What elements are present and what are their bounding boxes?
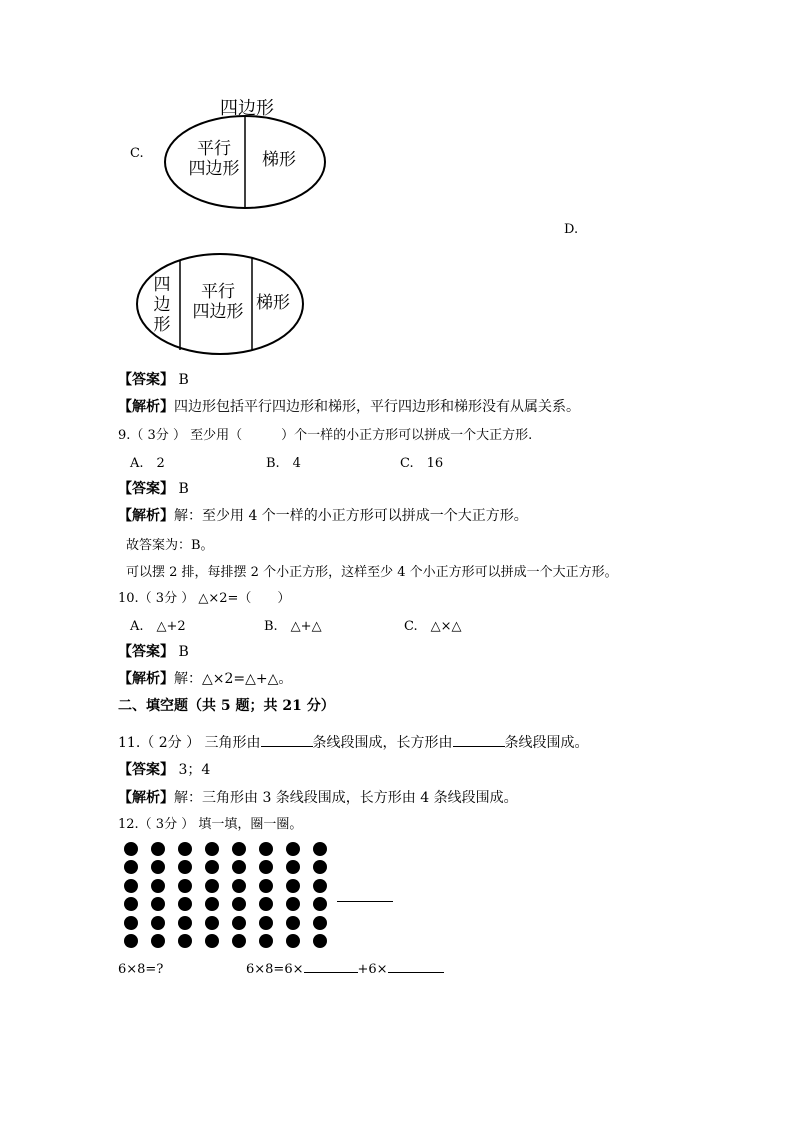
grid-dot [178,842,192,856]
q12-formula-right [246,962,444,977]
grid-dot [313,879,327,893]
grid-dot [205,860,219,874]
q10-option-a: A. △+2 [130,619,186,634]
grid-dot [286,897,300,911]
grid-dot [151,934,165,948]
analysis-text: 解：至少用 4 个一样的小正方形可以拼成一个大正方形。 [174,508,528,524]
grid-dot [205,897,219,911]
grid-dot [259,860,273,874]
grid-dot [205,934,219,948]
grid-dot [232,916,246,930]
answer-value: B [178,372,189,388]
answer-value: B [178,644,189,660]
analysis-tag: 【解析】 [118,399,174,415]
q9-option-c: C. 16 [400,456,444,471]
grid-dot [232,842,246,856]
grid-dot [151,860,165,874]
diagram-d-right-text: 梯形 [256,293,290,313]
q11-blank-2[interactable] [453,746,505,747]
q12-formula-part1: 6×8=6× [246,962,304,977]
dot-grid [124,842,334,952]
grid-dot [178,916,192,930]
grid-dot [205,879,219,893]
q8-answer-line [118,369,189,389]
grid-dot [151,897,165,911]
answer-tag: 【答案】 [118,481,174,497]
diagram-d-left-line1: 四 [153,275,171,295]
grid-dot [313,842,327,856]
grid-dot [232,860,246,874]
grid-dot [259,897,273,911]
grid-dot [124,916,138,930]
q12-formula-part2: +6× [357,962,388,977]
answer-value: 3；4 [178,762,211,778]
grid-dot [124,897,138,911]
grid-dot [313,916,327,930]
q11-stem [118,732,589,752]
diagram-c-left-line1: 平行 [197,139,231,159]
grid-dot [232,934,246,948]
q11-answer-line [118,759,210,779]
grid-dot [286,842,300,856]
diagram-d-mid-line1: 平行 [201,282,235,302]
diagram-c-title: 四边形 [220,98,274,119]
grid-dot [178,934,192,948]
diagram-c-left-line2: 四边形 [188,159,240,179]
analysis-tag: 【解析】 [118,790,174,806]
answer-tag: 【答案】 [118,644,174,660]
grid-dot [205,842,219,856]
analysis-text: 解：三角形由 3 条线段围成，长方形由 4 条线段围成。 [174,790,518,806]
q9-option-a: A. 2 [130,456,165,471]
diagram-d-mid-line2: 四边形 [192,302,244,322]
q9-analysis-line2: 故答案为：B。 [126,538,214,553]
grid-dot [286,916,300,930]
analysis-tag: 【解析】 [118,508,174,524]
section-heading: 二、填空题（共 5 题；共 21 分） [118,698,335,714]
grid-dot [259,879,273,893]
grid-dot [286,879,300,893]
grid-dot [151,879,165,893]
grid-dot [124,879,138,893]
grid-dot [178,879,192,893]
analysis-tag: 【解析】 [118,671,174,687]
q10-option-c: C. △×△ [404,619,462,634]
q10-answer-line [118,641,189,661]
q10-analysis-line [118,668,292,688]
grid-dot [286,860,300,874]
grid-dot [259,916,273,930]
q10-option-b: B. △+△ [264,619,322,634]
q12-formula-left: 6×8=? [118,962,164,977]
analysis-text: 四边形包括平行四边形和梯形，平行四边形和梯形没有从属关系。 [174,399,580,415]
answer-value: B [178,481,189,497]
diagram-d-left-line3: 形 [153,315,171,335]
q12-stem: 12.（ 3分 ） 填一填，圈一圈。 [118,817,303,832]
answer-tag: 【答案】 [118,762,174,778]
diagram-d-mid-text [186,282,250,322]
grid-dot [178,860,192,874]
grid-dot [124,842,138,856]
q11-stem-part3: 条线段围成。 [504,735,589,751]
grid-dot [259,842,273,856]
q9-answer-line [118,478,189,498]
q11-analysis-line [118,787,518,807]
q11-stem-part2: 条线段围成，长方形由 [312,735,453,751]
grid-dot [151,842,165,856]
grid-dot [124,860,138,874]
q12-formula-blank-1[interactable] [304,972,358,973]
q9-stem: 9.（ 3分 ） 至少用（ ）个一样的小正方形可以拼成一个大正方形. [118,428,533,443]
option-d-label: D. [564,222,579,237]
grid-dot [151,916,165,930]
q12-grid-blank[interactable] [337,901,393,902]
grid-dot [205,916,219,930]
q12-formula-blank-2[interactable] [388,972,444,973]
diagram-d-left-line2: 边 [153,295,171,315]
diagram-c-left-text [182,139,246,179]
q10-stem: 10.（ 3分 ） △×2=（ ） [118,591,291,606]
grid-dot [178,897,192,911]
grid-dot [313,897,327,911]
option-c-label: C. [130,146,144,161]
grid-dot [124,934,138,948]
grid-dot [232,879,246,893]
answer-tag: 【答案】 [118,372,174,388]
q8-analysis-line [118,396,580,416]
analysis-text: 解：△×2=△+△。 [174,671,293,687]
q11-blank-1[interactable] [261,746,313,747]
q11-stem-part1: 11.（ 2分 ） 三角形由 [118,735,261,751]
grid-dot [259,934,273,948]
diagram-c-right-text: 梯形 [262,150,296,170]
grid-dot [232,897,246,911]
grid-dot [313,860,327,874]
grid-dot [313,934,327,948]
diagram-d-left-text [150,275,174,335]
grid-dot [286,934,300,948]
q9-option-b: B. 4 [266,456,301,471]
q9-analysis-line3: 可以摆 2 排，每排摆 2 个小正方形，这样至少 4 个小正方形可以拼成一个大正方形。 [126,565,618,580]
q9-analysis-line [118,505,528,525]
